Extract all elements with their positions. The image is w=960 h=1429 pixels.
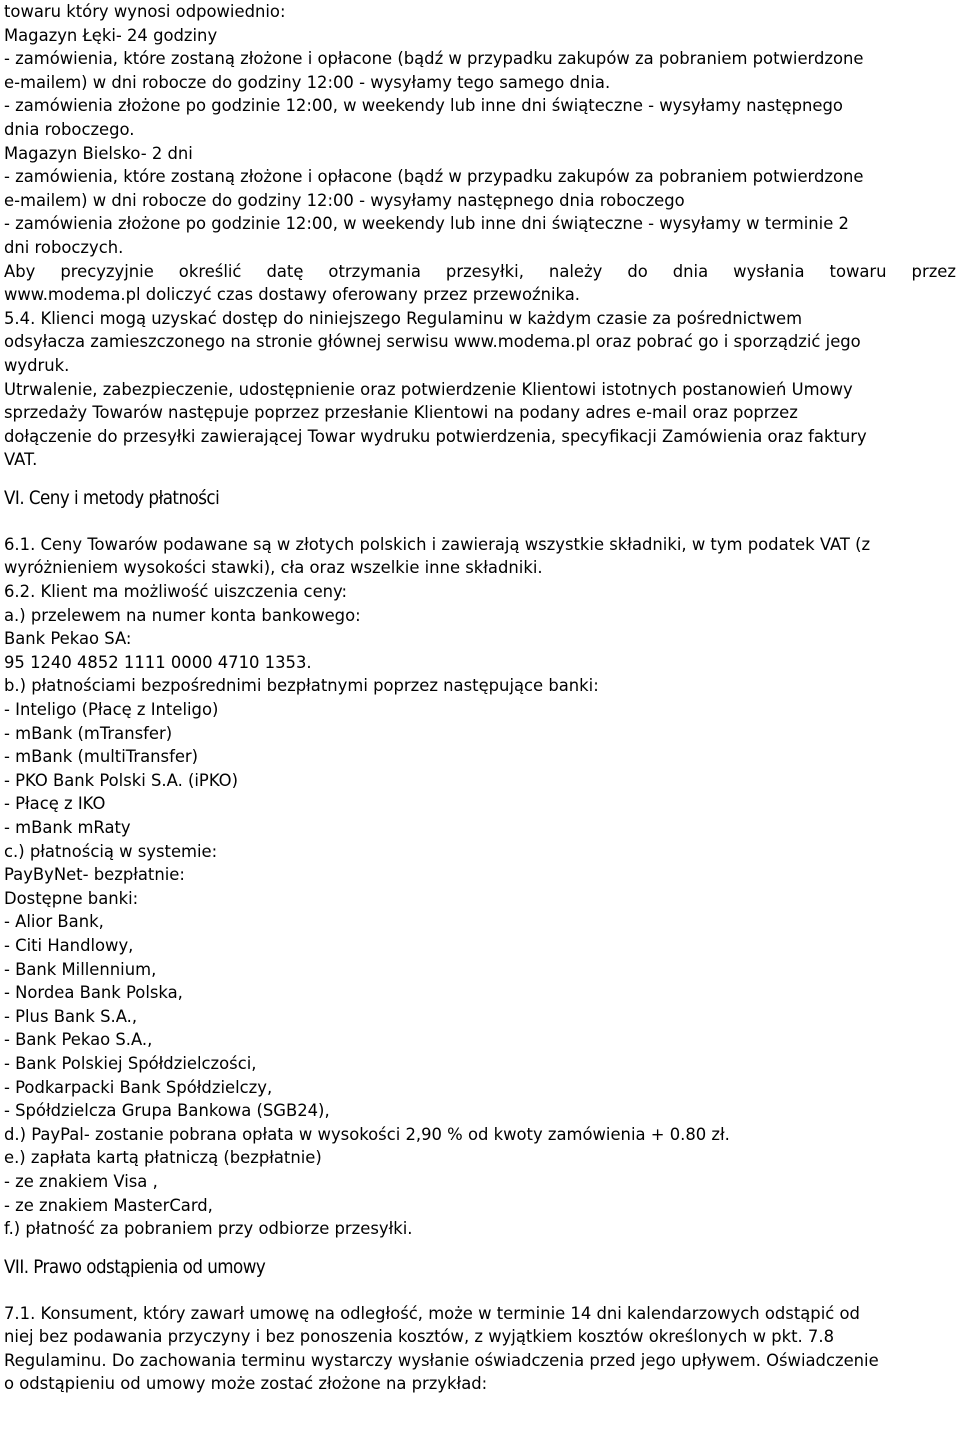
text-line: d.) PayPal- zostanie pobrana opłata w wysokości 2,90 % od kwoty zamówienia + 0.80 zł. — [4, 1124, 730, 1144]
section-heading-prices-payment: VI. Ceny i metody płatności — [4, 486, 220, 509]
text-line: wydruk. — [4, 355, 70, 375]
text-line: Regulaminu. Do zachowania terminu wystarczy wysłanie oświadczenia przed jego upływem. Oświadczenie — [4, 1350, 879, 1370]
text-line: o odstąpieniu od umowy może zostać złożone na przykład: — [4, 1374, 488, 1394]
text-line: - zamówienia, które zostaną złożone i opłacone (bądź w przypadku zakupów za pobraniem potwierdzone — [4, 49, 864, 69]
list-item: - Podkarpacki Bank Spółdzielczy, — [4, 1077, 273, 1097]
text-line: dnia roboczego. — [4, 119, 135, 139]
text-line: dni roboczych. — [4, 237, 124, 257]
list-item: - Plus Bank S.A., — [4, 1006, 138, 1026]
text-line: odsyłacza zamieszczonego na stronie głównej serwisu www.modema.pl oraz pobrać go i sporządzić jego — [4, 332, 861, 352]
text-line: 5.4. Klienci mogą uzyskać dostęp do niniejszego Regulaminu w każdym czasie za pośrednictwem — [4, 308, 803, 328]
text-line: a.) przelewem na numer konta bankowego: — [4, 605, 361, 625]
list-item: - ze znakiem MasterCard, — [4, 1195, 213, 1215]
list-item: - Nordea Bank Polska, — [4, 983, 183, 1003]
text-line: Aby precyzyjnie określić datę otrzymania przesyłki, należy do dnia wysłania towaru przez — [4, 261, 956, 281]
list-item: - Bank Polskiej Spółdzielczości, — [4, 1053, 257, 1073]
list-item: - Spółdzielcza Grupa Bankowa (SGB24), — [4, 1101, 330, 1121]
list-item: - Citi Handlowy, — [4, 935, 134, 955]
text-line: - zamówienia, które zostaną złożone i opłacone (bądź w przypadku zakupów za pobraniem potwierdzone — [4, 167, 864, 187]
text-line: Utrwalenie, zabezpieczenie, udostępnienie oraz potwierdzenie Klientowi istotnych postanowień Umowy — [4, 379, 853, 399]
shipping-times-block — [4, 0, 956, 260]
text-line: wyróżnieniem wysokości stawki), cła oraz wszelkie inne składniki. — [4, 558, 543, 578]
text-line: - zamówienia złożone po godzinie 12:00, w weekendy lub inne dni świąteczne - wysyłamy następnego — [4, 96, 843, 116]
text-line: e-mailem) w dni robocze do godziny 12:00 - wysyłamy następnego dnia roboczego — [4, 190, 685, 210]
section-heading-withdrawal-right: VII. Prawo odstąpienia od umowy — [4, 1255, 266, 1278]
text-line: b.) płatnościami bezpośrednimi bezpłatnymi poprzez następujące banki: — [4, 676, 599, 696]
list-item: - mBank mRaty — [4, 818, 131, 837]
text-line: c.) płatnością w systemie: — [4, 841, 218, 861]
section-7-content — [4, 1302, 956, 1396]
text-line: - zamówienia złożone po godzinie 12:00, w weekendy lub inne dni świąteczne - wysyłamy w terminie 2 — [4, 214, 849, 234]
text-line: e.) zapłata kartą płatniczą (bezpłatnie) — [4, 1148, 322, 1168]
text-line: PayByNet- bezpłatnie: — [4, 865, 185, 885]
text-line: 7.1. Konsument, który zawarł umowę na odległość, może w terminie 14 dni kalendarzowych odstąpić od — [4, 1303, 860, 1323]
text-line: Dostępne banki: — [4, 888, 139, 908]
list-item: - PKO Bank Polski S.A. (iPKO) — [4, 770, 238, 790]
list-item: - Płacę z IKO — [4, 794, 106, 814]
text-line: VAT. — [4, 450, 38, 470]
list-item: - Bank Pekao S.A., — [4, 1030, 153, 1050]
list-item: - ze znakiem Visa , — [4, 1171, 158, 1191]
text-line: Bank Pekao SA: — [4, 629, 132, 649]
text-line: 6.2. Klient ma możliwość uiszczenia ceny: — [4, 582, 348, 602]
text-line: Magazyn Bielsko- 2 dni — [4, 143, 193, 163]
text-line: www.modema.pl doliczyć czas dostawy oferowany przez przewoźnika. — [4, 285, 580, 305]
text-line: niej bez podawania przyczyny i bez ponoszenia kosztów, z wyjątkiem kosztów określonych w pkt. 7.8 — [4, 1327, 834, 1347]
list-item: - mBank (mTransfer) — [4, 723, 173, 743]
section-6-content — [4, 533, 956, 1241]
list-item: - Inteligo (Płacę z Inteligo) — [4, 700, 219, 720]
text-line: dołączenie do przesyłki zawierającej Towar wydruku potwierdzenia, specyfikacji Zamówienia oraz faktury — [4, 426, 867, 446]
bank-account-number: 95 1240 4852 1111 0000 4710 1353. — [4, 652, 312, 672]
text-line: 6.1. Ceny Towarów podawane są w złotych polskich i zawierają wszystkie składniki, w tym podatek VAT (z — [4, 534, 871, 554]
delivery-date-paragraph — [4, 260, 956, 307]
text-line: e-mailem) w dni robocze do godziny 12:00 - wysyłamy tego samego dnia. — [4, 72, 611, 92]
list-item: - Bank Millennium, — [4, 959, 157, 979]
text-line: sprzedaży Towarów następuje poprzez przesłanie Klientowi na podany adres e-mail oraz poprzez — [4, 403, 798, 423]
list-item: - mBank (multiTransfer) — [4, 747, 199, 767]
paragraph-5-4 — [4, 307, 956, 472]
text-line: towaru który wynosi odpowiednio: — [4, 2, 286, 21]
list-item: - Alior Bank, — [4, 912, 104, 932]
text-line: Magazyn Łęki- 24 godziny — [4, 25, 218, 45]
text-line: f.) płatność za pobraniem przy odbiorze przesyłki. — [4, 1219, 413, 1239]
